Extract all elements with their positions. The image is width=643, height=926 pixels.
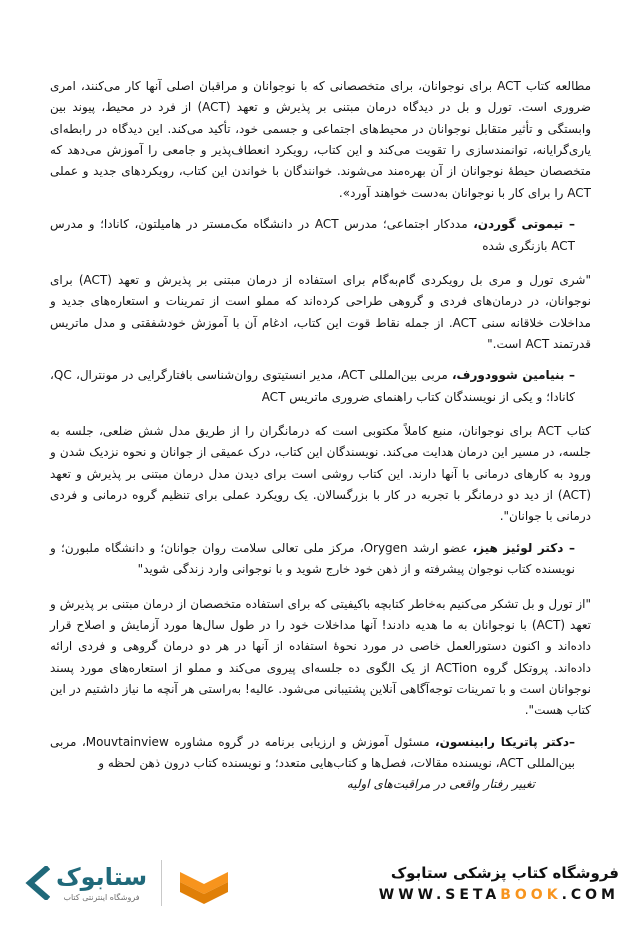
url-accent: BOOK	[500, 886, 562, 903]
publisher-footer	[0, 852, 643, 926]
url-suffix: .COM	[561, 886, 619, 903]
testimonial-attribution-3	[50, 538, 575, 581]
open-book-icon	[176, 860, 232, 906]
testimonial-attribution-2	[50, 365, 575, 408]
page-text	[50, 76, 591, 809]
endorser-detail-4: مسئول آموزش و ارزیابی برنامه در گروه مشاوره Mouvtainview، مربی بین‌المللی ACT، نویسنده مقالات، فصل‌ها و کتاب‌هایی متعدد؛ و نویسنده کتاب درون ذهن لحظه و	[50, 734, 575, 771]
testimonial-quote-2: "شری تورل و مری بل رویکردی گام‌به‌گام برای استفاده از درمان مبتنی بر پذیرش و تعهد (ACT) برای نوجوانان، در درمان‌های فردی و گروهی طراحی کرده‌اند که مملو است از تمرینات و استعاره‌های جدید و مداخلات خلاقانه سنی ACT. از جمله نقاط قوت این کتاب، ادغام آن با آموزش خودشفقتی و مدل ماتریس قدرتمند ACT است."	[50, 272, 591, 351]
endorser-name-1: – تیموتی گوردن،	[473, 217, 576, 232]
testimonial-quote-1: مطالعه کتاب ACT برای نوجوانان، برای متخصصانی که با نوجوانان و مراقبان اصلی آنها کار می‌کنند، امری ضروری است. تورل و بل در دیدگاه درمان مبتنی بر پذیرش و تعهد (ACT) از فرد در محیط، پیوند بین وابستگی و تأثیر متقابل نوجوانان در محیط‌های اجتماعی و جسمی خود، تأکید می‌کند. این دیدگاه در رابطه‌ای یاری‌گرایانه، توانمندسازی را تقویت می‌کند و این کتاب، رویکرد انعطاف‌پذیر و جامعی را آموزش می‌دهد که متخصصان حیطهٔ نوجوانان از آن بهره‌مند می‌شوند. خوانندگان با خواندن این کتاب، رویکردهای جدید و عملی ACT را برای کار با نوجوانان به‌دست خواهند آورد».	[50, 79, 591, 200]
endorser-name-2: – بنیامین شوودورف،	[452, 368, 575, 383]
setabook-logo	[24, 860, 232, 906]
chevron-left-icon	[24, 866, 50, 900]
book-title-italic: تغییر رفتار واقعی در مراقبت‌های اولیه	[346, 777, 535, 792]
store-url	[379, 887, 619, 903]
endorser-name-4: –دکتر پاتریکا رابینسون،	[435, 734, 575, 749]
testimonial-attribution-1	[50, 214, 575, 257]
testimonial-attribution-4	[50, 732, 575, 796]
endorser-detail-1: مددکار اجتماعی؛ مدرس ACT در دانشگاه مک‌مستر در هامیلتون، کانادا؛ و مدرس ACT بازنگری شده	[50, 217, 575, 253]
store-title: فروشگاه کتاب پزشکی ستابوک	[390, 863, 619, 882]
endorser-detail-2: مربی بین‌المللی ACT، مدیر انستیتوی روان‌شناسی بافتارگرایی در مونترال، QC، کانادا؛ و یکی از نویسندگان کتاب راهنمای ضروری ماتریس ACT	[50, 368, 575, 404]
endorser-name-3: – دکتر لوئیز هیز،	[472, 540, 575, 555]
setabook-wordmark	[24, 862, 148, 902]
testimonial-quote-3: کتاب ACT برای نوجوانان، منبع کاملاً مکتوبی است که درمانگران را از طریق مدل شش ضلعی، جلسه به جلسه، در مسیر این درمان هدایت می‌کند. نویسندگان این کتاب، درک عمیقی از جوانان و نحوه نزدیک شدن و ورود به کارهای درمانی با آنها دارند. این کتاب روشی است برای دیدن مدل درمان مبتنی بر پذیرش و تعهد (ACT) از دید دو درمانگر با تجربه در کار با بزرگسالان. یک رویکرد عملی برای تنظیم گروه درمانی و فردی درمانی با جوانان".	[50, 424, 591, 524]
endorser-detail-3: عضو ارشد Orygen، مرکز ملی تعالی سلامت روان جوانان؛ و دانشگاه ملبورن؛ و نویسنده کتاب نوجوان پیشرفته و از ذهن خود خارج شوید و با نوجوانی وارد زندگی شوید"	[50, 540, 575, 577]
store-info	[379, 864, 619, 903]
footer-divider	[161, 860, 162, 906]
testimonial-quote-4: "از تورل و بل تشکر می‌کنیم به‌خاطر کتابچه باکیفیتی که برای استفاده متخصصان از درمان مبتنی بر پذیرش و تعهد (ACT) با نوجوانان به ما هدیه دادند! آنها مداخلات خود را در طول سال‌ها مورد آزمایش و اصلاح قرار داده‌اند و اکنون دستورالعمل خاصی در مورد نحوهٔ استفاده از آنها در هر دو درمان گروهی و فردی ارائه داده‌اند. پروتکل گروه ACTion از یک الگوی ده جلسه‌ای پیروی می‌کند و مملو از استعاره‌های مورد پسند نوجوانان است و با تمرینات توجه‌آگاهی آنلاین پشتیبانی می‌شود. عالیه! به‌راستی هر آنچه ما نیاز داشتیم در این کتاب هست".	[50, 596, 591, 718]
logo-text: ستابوک	[56, 862, 148, 891]
url-prefix: WWW.SETA	[378, 886, 501, 903]
logo-subtext: فروشگاه اینترنتی کتاب	[63, 892, 140, 902]
